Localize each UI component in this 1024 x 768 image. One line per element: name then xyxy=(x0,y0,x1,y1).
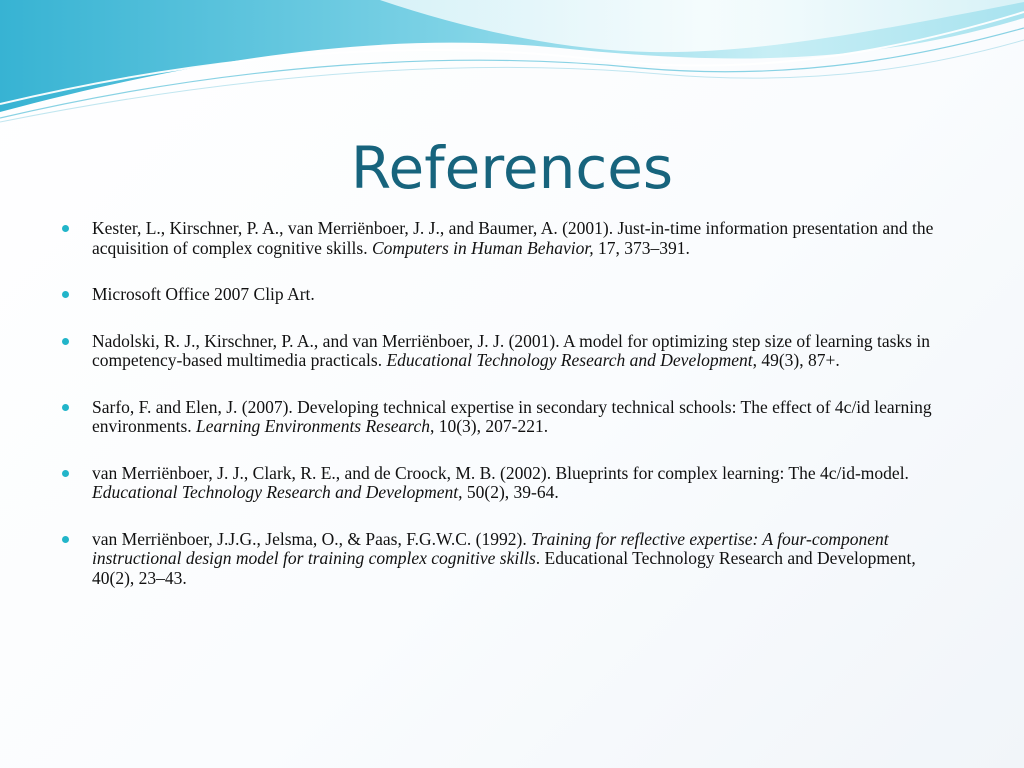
slide-title: References xyxy=(350,134,674,202)
reference-details: 17, 373–391. xyxy=(593,237,690,258)
reference-item xyxy=(62,219,962,258)
reference-text: Nadolski, R. J., Kirschner, P. A., and van Merriënboer, J. J. (2001). A model for optimizing step size of learning tasks in competency-based multimedia practicals. xyxy=(92,330,930,370)
bullet-icon xyxy=(62,291,69,298)
bullet-icon xyxy=(62,338,69,345)
reference-details: , 10(3), 207-221. xyxy=(429,416,549,436)
reference-text: van Merriënboer, J.J.G., Jelsma, O., & Paas, F.G.W.C. (1992). xyxy=(92,528,532,549)
reference-source: Computers in Human Behavior, xyxy=(371,237,594,258)
reference-item xyxy=(62,332,962,371)
reference-item xyxy=(62,285,962,305)
bullet-icon xyxy=(62,225,69,232)
reference-text: Kester, L., Kirschner, P. A., van Merriënboer, J. J., and Baumer, A. (2001). Just-in-time information presentation and the acquisition of complex cognitive skills. xyxy=(92,218,934,258)
reference-source: Training for reflective expertise: A four-component instructional design model for training complex cognitive skills xyxy=(92,528,889,568)
reference-source: Learning Environments Research xyxy=(196,416,430,436)
reference-source: Educational Technology Research and Development xyxy=(92,482,459,502)
bullet-icon xyxy=(62,404,69,411)
reference-item xyxy=(62,398,962,437)
reference-details: . Educational Technology Research and Development, 40(2), 23–43. xyxy=(92,548,916,588)
bullet-icon xyxy=(62,536,69,543)
decorative-wave-banner xyxy=(0,0,1024,130)
reference-list xyxy=(62,219,962,615)
bullet-icon xyxy=(62,470,69,477)
reference-details: , 50(2), 39-64. xyxy=(458,482,559,502)
reference-text: Microsoft Office 2007 Clip Art. xyxy=(92,284,315,304)
reference-text: Sarfo, F. and Elen, J. (2007). Developing technical expertise in secondary technical schools: The effect of 4c/id learning environments. xyxy=(92,396,932,436)
reference-item xyxy=(62,530,962,589)
reference-details: , 49(3), 87+. xyxy=(752,350,840,370)
reference-item xyxy=(62,464,962,503)
reference-source: Educational Technology Research and Development xyxy=(386,350,753,370)
reference-text: van Merriënboer, J. J., Clark, R. E., and de Croock, M. B. (2002). Blueprints for complex learning: The 4c/id-model. xyxy=(92,462,909,483)
